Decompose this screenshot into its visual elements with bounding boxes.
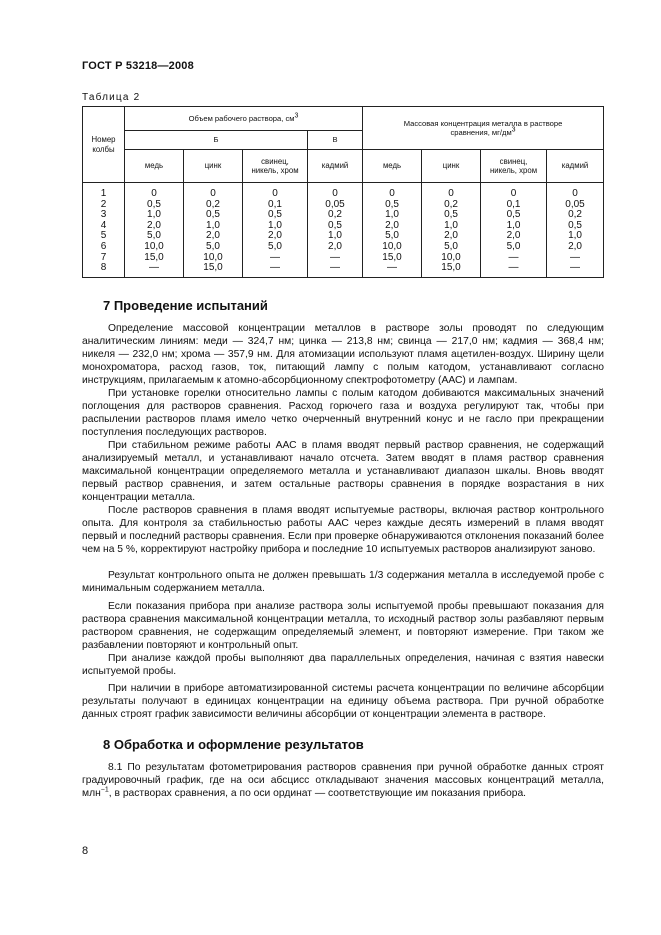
flask-number-cell: 2 [83, 200, 125, 211]
value-cell: — [243, 253, 308, 264]
value-cell: 0,2 [308, 210, 363, 221]
value-cell: 0,5 [422, 210, 481, 221]
value-cell: 5,0 [481, 242, 547, 253]
table-row [83, 242, 604, 253]
value-cell: 15,0 [422, 263, 481, 277]
value-cell: 15,0 [125, 253, 184, 264]
value-cell: 0,5 [481, 210, 547, 221]
section-7-paragraph: Если показания прибора при анализе раствора золы испытуемой пробы превышают показания для раствора сравнения максимальной концентрации металла, то исходный раствор золы разбавляют первым раствором сравнения, не содержащим определяемый элемент, и повторяют измерение. При таком же разбавлении повторяют и контрольный опыт. [82, 601, 604, 651]
header-col: цинк [184, 150, 243, 183]
value-cell: 0,1 [481, 200, 547, 211]
value-cell: 0,5 [363, 200, 422, 211]
header-volume-group: Объем рабочего раствора, $см^3$ [125, 107, 363, 131]
section-7-paragraph: Результат контрольного опыта не должен превышать 1/3 содержания металла в исследуемой пробе с минимальным содержанием металла. [82, 570, 604, 594]
value-cell: 10,0 [125, 242, 184, 253]
value-cell: 2,0 [243, 231, 308, 242]
value-cell: — [481, 263, 547, 277]
value-cell: 0 [184, 183, 243, 200]
value-cell: 0 [422, 183, 481, 200]
value-cell: 2,0 [422, 231, 481, 242]
value-cell: 0,5 [125, 200, 184, 211]
header-mass-group: Массовая концентрация металла в растворе сравнения, $мг/дм^3$ [363, 107, 604, 150]
value-cell: 1,0 [308, 231, 363, 242]
value-cell: 5,0 [243, 242, 308, 253]
value-cell: 2,0 [125, 221, 184, 232]
value-cell: — [481, 253, 547, 264]
value-cell: — [243, 263, 308, 277]
header-col: свинец, никель, хром [481, 150, 547, 183]
value-cell: 0,05 [547, 200, 604, 211]
page-number: 8 [82, 845, 89, 857]
value-cell: — [363, 263, 422, 277]
value-cell: 10,0 [184, 253, 243, 264]
value-cell: — [308, 263, 363, 277]
value-cell: 0,5 [184, 210, 243, 221]
value-cell: 2,0 [481, 231, 547, 242]
value-cell: 0,5 [308, 221, 363, 232]
document-standard-header: ГОСТ Р 53218—2008 [82, 60, 194, 72]
value-cell: — [547, 253, 604, 264]
flask-number-cell: 1 [83, 183, 125, 200]
value-cell: 0,5 [243, 210, 308, 221]
value-cell: 2,0 [547, 242, 604, 253]
value-cell: 1,0 [422, 221, 481, 232]
section-7-paragraph: При стабильном режиме работы ААС в пламя вводят первый раствор сравнения, не содержащий анализируемый металл, и устанавливают начало отсчета. Затем вводят в пламя раствор сравнения максимальной концентрации определяемого металла и устанавливают диапазон шкалы. Вновь вводят первый раствор сравнения, и затем остальные растворы сравнения в порядке возрастания в них концентрации металла. [82, 440, 604, 503]
section-7-title: 7 Проведение испытаний [103, 298, 268, 313]
value-cell: — [125, 263, 184, 277]
section-8-title: 8 Обработка и оформление результатов [103, 737, 364, 752]
value-cell: 5,0 [125, 231, 184, 242]
value-cell: 5,0 [363, 231, 422, 242]
flask-number-cell: 5 [83, 231, 125, 242]
value-cell: 0 [308, 183, 363, 200]
header-flask-number: Номер колбы [83, 107, 125, 183]
header-col: свинец, никель, хром [243, 150, 308, 183]
header-col: медь [125, 150, 184, 183]
header-subgroup-b: Б [125, 131, 308, 150]
flask-number-cell: 8 [83, 263, 125, 277]
value-cell: 2,0 [308, 242, 363, 253]
value-cell: 1,0 [363, 210, 422, 221]
value-cell: 1,0 [547, 231, 604, 242]
header-col: кадмий [547, 150, 604, 183]
concentration-table [82, 106, 604, 278]
value-cell: 1,0 [243, 221, 308, 232]
section-7-paragraph: Определение массовой концентрации металлов в растворе золы проводят по следующим аналитическим линиям: меди — 324,7 нм; цинка — 213,8 нм; свинца — 217,0 нм; кадмия — 368,4 нм; никеля — 232,0 нм; хрома — 357,9 нм. Для атомизации используют пламя ацетилен-воздух. Ширину щели монохроматора, расход газов, ток, питающий лампу с полым катодом, устанавливают согласно инструкциям, прилагаемым к атомно-абсорбционному спектрофотометру (ААС) и лампам. [82, 323, 604, 386]
flask-number-cell: 7 [83, 253, 125, 264]
header-col: кадмий [308, 150, 363, 183]
value-cell: 0 [547, 183, 604, 200]
value-cell: 0,1 [243, 200, 308, 211]
section-8-paragraph: 8.1 По результатам фотометрирования растворов сравнения при ручной обработке данных строят градуировочный график, где на оси абсцисс откладывают значения массовых концентраций металла, млн$^{-1}$, в растворах сравнения, а по оси ординат — соответствующие им показания прибора. [82, 762, 604, 799]
value-cell: 2,0 [184, 231, 243, 242]
table-caption: Таблица 2 [82, 92, 141, 103]
table-row [83, 183, 604, 200]
value-cell: 0 [363, 183, 422, 200]
value-cell: — [308, 253, 363, 264]
value-cell: 0 [243, 183, 308, 200]
header-col: медь [363, 150, 422, 183]
flask-number-cell: 3 [83, 210, 125, 221]
value-cell: 0,5 [547, 221, 604, 232]
value-cell: 15,0 [184, 263, 243, 277]
value-cell: 5,0 [184, 242, 243, 253]
header-col: цинк [422, 150, 481, 183]
value-cell: 10,0 [422, 253, 481, 264]
section-7-paragraph: При установке горелки относительно лампы с полым катодом добиваются максимальных значений поглощения для растворов сравнения. Расход горючего газа и воздуха регулируют так, чтобы при распылении растворов пламя имело четко очерченный внутренний конус и не гасло при прекращении поступления последующих растворов. [82, 388, 604, 438]
value-cell: 0,05 [308, 200, 363, 211]
value-cell: 1,0 [184, 221, 243, 232]
table-row [83, 253, 604, 264]
flask-number-cell: 6 [83, 242, 125, 253]
section-7-paragraph: После растворов сравнения в пламя вводят испытуемые растворы, включая раствор контрольного опыта. Для контроля за стабильностью работы ААС через каждые десять измерений в пламя вводят первый и последний растворы сравнения. Если при проверке обнаруживаются отклонения показаний более чем на 5 %, корректируют настройку прибора и последние 10 испытуемых растворов анализируют заново. [82, 505, 604, 555]
section-7-paragraph: При анализе каждой пробы выполняют два параллельных определения, начиная с взятия навески испытуемой пробы. [82, 653, 604, 677]
value-cell: 0 [481, 183, 547, 200]
header-subgroup-v: В [308, 131, 363, 150]
table-row [83, 263, 604, 277]
value-cell: 5,0 [422, 242, 481, 253]
value-cell: 0,2 [422, 200, 481, 211]
value-cell: — [547, 263, 604, 277]
section-7-paragraph: При наличии в приборе автоматизированной системы расчета концентрации по величине абсорбции результаты получают в единицах концентрации на единицу объема раствора. При ручной обработке данных строят график зависимости величины абсорбции от концентрации элемента в растворе. [82, 683, 604, 720]
value-cell: 0,2 [547, 210, 604, 221]
value-cell: 10,0 [363, 242, 422, 253]
value-cell: 15,0 [363, 253, 422, 264]
value-cell: 1,0 [481, 221, 547, 232]
value-cell: 0 [125, 183, 184, 200]
value-cell: 2,0 [363, 221, 422, 232]
value-cell: 0,2 [184, 200, 243, 211]
value-cell: 1,0 [125, 210, 184, 221]
flask-number-cell: 4 [83, 221, 125, 232]
